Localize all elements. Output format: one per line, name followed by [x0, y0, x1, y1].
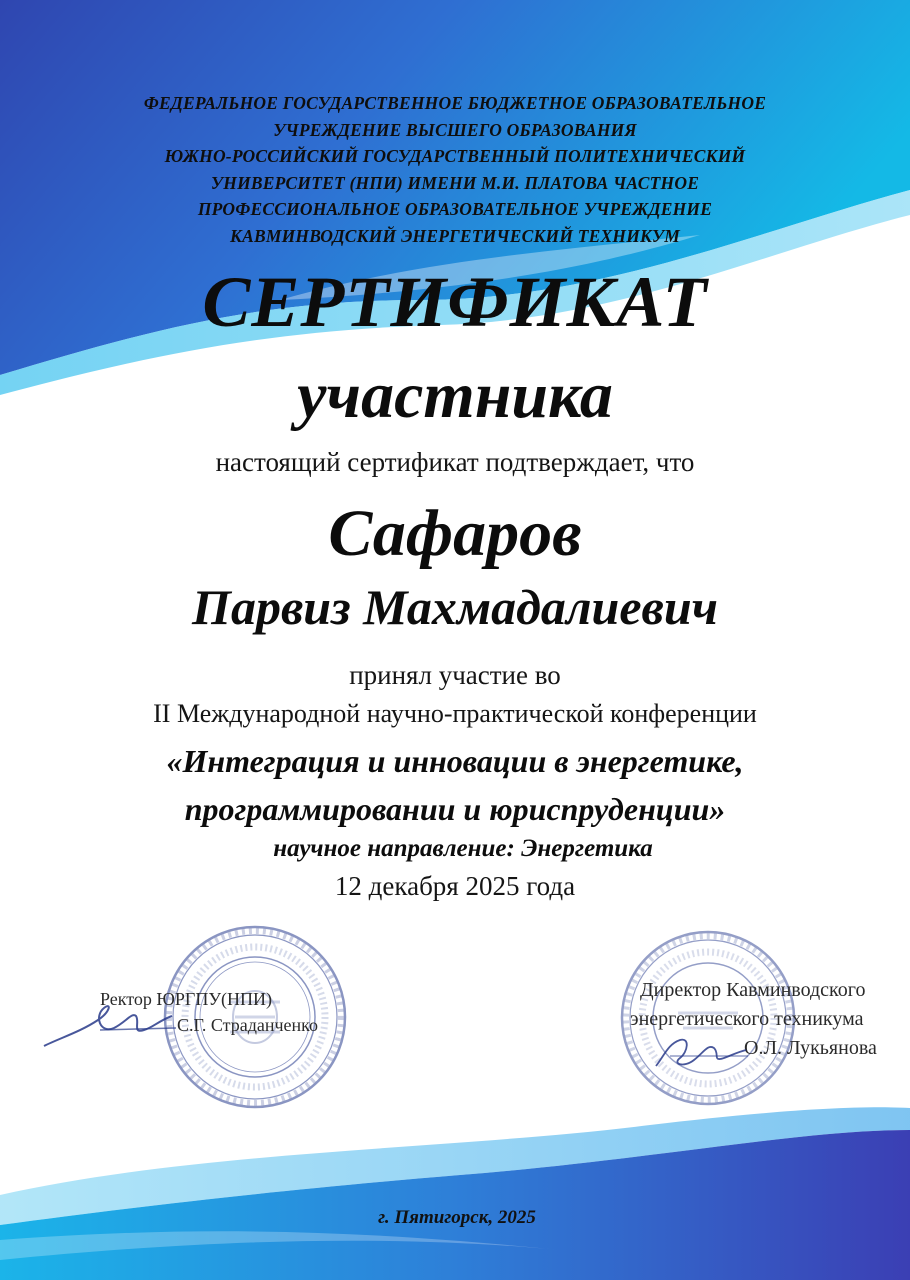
director-name: О.Л. Лукьянова: [744, 1037, 877, 1059]
rector-position: Ректор ЮРГПУ(НПИ): [100, 989, 273, 1009]
organization-line: ФЕДЕРАЛЬНОЕ ГОСУДАРСТВЕННОЕ БЮДЖЕТНОЕ ОБРАЗОВАТЕЛЬНОЕ: [143, 93, 767, 113]
director-position-line2: энергетического техникума: [630, 1008, 864, 1030]
city-year: [0, 1206, 910, 1230]
organization-line: ПРОФЕССИОНАЛЬНОЕ ОБРАЗОВАТЕЛЬНОЕ УЧРЕЖДЕНИЕ: [197, 199, 713, 219]
organization-line: ЮЖНО-РОССИЙСКИЙ ГОСУДАРСТВЕННЫЙ ПОЛИТЕХНИЧЕСКИЙ: [164, 146, 746, 166]
confirmation-text: настоящий сертификат подтверждает, что: [215, 447, 695, 477]
recipient-given-name: Парвиз Махмадалиевич: [192, 579, 718, 635]
conference-topic: [0, 737, 910, 833]
organization-header: [0, 90, 910, 249]
topic-line: «Интеграция и инновации в энергетике,: [166, 743, 744, 779]
topic-line: программировании и юриспруденции»: [184, 791, 726, 827]
conference-name: II Международной научно-практической конференции: [153, 699, 757, 728]
rector-signature: [40, 994, 180, 1054]
director-signature: [650, 1026, 750, 1076]
event-date: 12 декабря 2025 года: [334, 871, 576, 901]
direction-text: научное направление: Энергетика: [273, 835, 653, 862]
certificate-title: СЕРТИФИКАТ: [202, 262, 708, 342]
organization-line: УНИВЕРСИТЕТ (НПИ) ИМЕНИ М.И. ПЛАТОВА ЧАСТНОЕ: [210, 172, 700, 193]
participation-text: принял участие во: [349, 660, 561, 690]
director-position-line1: Директор Кавминводского: [640, 979, 866, 1001]
organization-line: УЧРЕЖДЕНИЕ ВЫСШЕГО ОБРАЗОВАНИЯ: [273, 119, 637, 140]
certificate-subtitle: участника: [297, 359, 613, 432]
recipient-surname: Сафаров: [328, 497, 582, 570]
organization-line: КАВМИНВОДСКИЙ ЭНЕРГЕТИЧЕСКИЙ ТЕХНИКУМ: [230, 225, 680, 246]
scientific-direction: [0, 833, 910, 865]
rector-name: С.Г. Страданченко: [177, 1015, 319, 1035]
city-year-text: г. Пятигорск, 2025: [378, 1207, 536, 1228]
